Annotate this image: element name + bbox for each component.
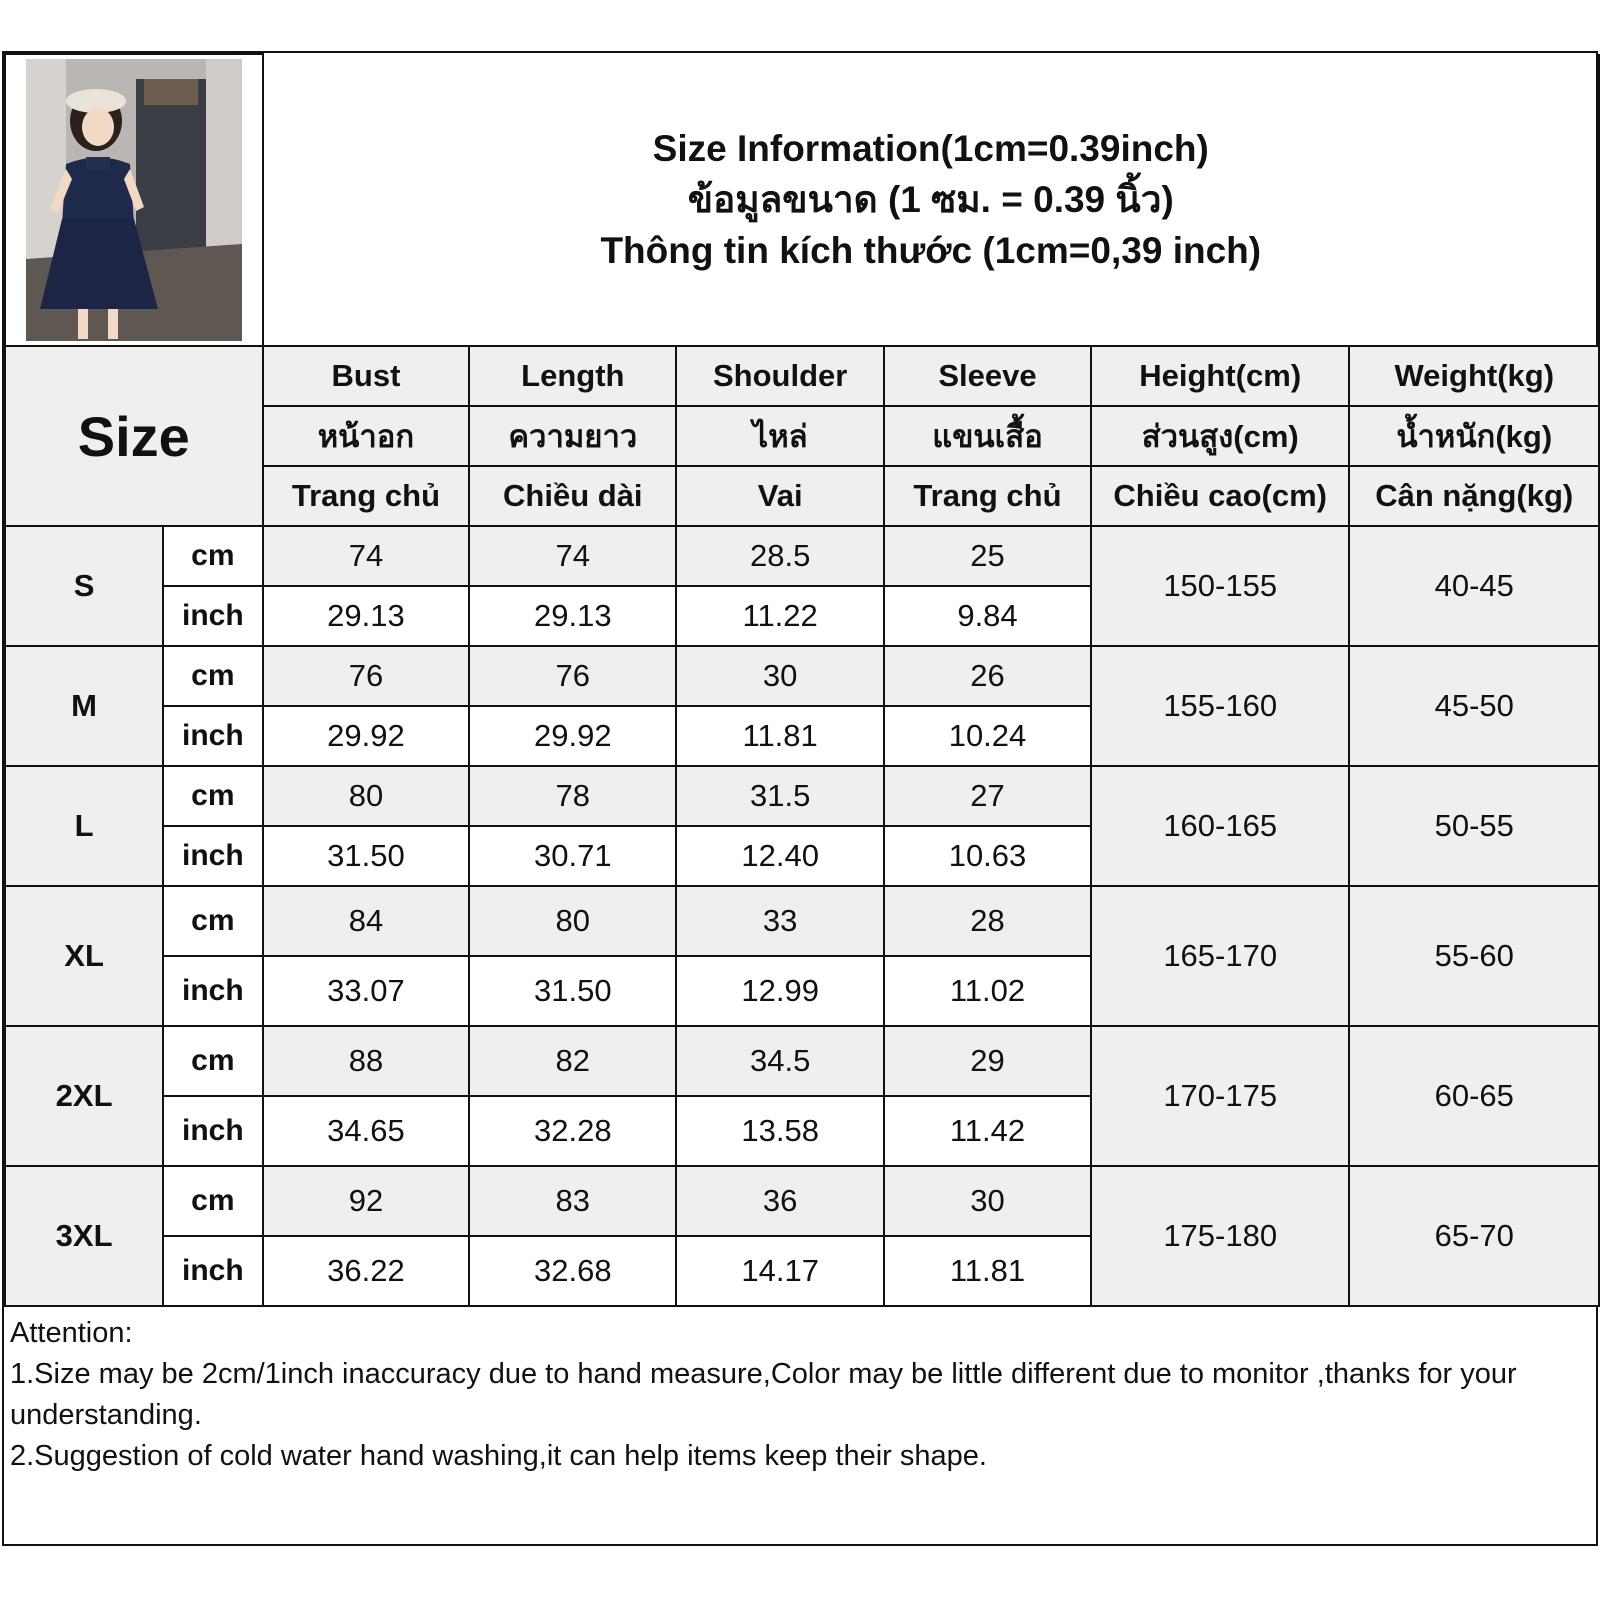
table-row [5,646,1599,706]
title-vietnamese: Thông tin kích thước (1cm=0,39 inch) [600,230,1262,271]
header-sleeve-th: แขนเสื้อ [884,406,1091,466]
sleeve-inch: 11.02 [884,956,1091,1026]
length-inch: 29.13 [469,586,676,646]
length-inch: 31.50 [469,956,676,1026]
length-inch: 32.68 [469,1236,676,1306]
unit-cm: cm [163,1166,262,1236]
bust-inch: 29.92 [263,706,470,766]
bust-inch: 29.13 [263,586,470,646]
unit-cm: cm [163,1026,262,1096]
title-english: Size Information(1cm=0.39inch) [652,128,1209,169]
bust-cm: 92 [263,1166,470,1236]
length-cm: 83 [469,1166,676,1236]
unit-inch: inch [163,1236,262,1306]
length-cm: 80 [469,886,676,956]
sleeve-cm: 25 [884,526,1091,586]
weight-range: 60-65 [1349,1026,1599,1166]
unit-inch: inch [163,1096,262,1166]
length-cm: 76 [469,646,676,706]
unit-cm: cm [163,526,262,586]
shoulder-inch: 11.81 [676,706,884,766]
size-chart [2,51,1598,1546]
size-name: XL [5,886,163,1026]
sleeve-cm: 30 [884,1166,1091,1236]
header-bust-vi: Trang chủ [263,466,470,526]
size-name: L [5,766,163,886]
length-cm: 82 [469,1026,676,1096]
sleeve-cm: 26 [884,646,1091,706]
header-bust-en: Bust [263,346,470,406]
table-row [5,766,1599,826]
height-range: 160-165 [1091,766,1350,886]
shoulder-inch: 14.17 [676,1236,884,1306]
height-range: 150-155 [1091,526,1350,646]
bust-inch: 34.65 [263,1096,470,1166]
length-cm: 78 [469,766,676,826]
height-range: 175-180 [1091,1166,1350,1306]
header-length-vi: Chiều dài [469,466,676,526]
table-row [5,1166,1599,1236]
shoulder-cm: 36 [676,1166,884,1236]
header-sleeve-en: Sleeve [884,346,1091,406]
bust-inch: 33.07 [263,956,470,1026]
unit-inch: inch [163,826,262,886]
weight-range: 50-55 [1349,766,1599,886]
weight-range: 65-70 [1349,1166,1599,1306]
size-name: M [5,646,163,766]
size-name: S [5,526,163,646]
attention-item-1: 1.Size may be 2cm/1inch inaccuracy due to hand measure,Color may be little different due to monitor ,thanks for your understanding. [10,1358,1517,1431]
weight-range: 55-60 [1349,886,1599,1026]
shoulder-inch: 13.58 [676,1096,884,1166]
bust-inch: 31.50 [263,826,470,886]
bust-cm: 80 [263,766,470,826]
table-row [5,526,1599,586]
shoulder-inch: 12.99 [676,956,884,1026]
header-height-en: Height(cm) [1091,346,1350,406]
unit-cm: cm [163,646,262,706]
header-length-th: ความยาว [469,406,676,466]
shoulder-cm: 31.5 [676,766,884,826]
model-photo [26,59,242,341]
height-range: 155-160 [1091,646,1350,766]
bust-cm: 74 [263,526,470,586]
length-cm: 74 [469,526,676,586]
bust-cm: 84 [263,886,470,956]
header-sleeve-vi: Trang chủ [884,466,1091,526]
header-shoulder-th: ไหล่ [676,406,884,466]
length-inch: 29.92 [469,706,676,766]
unit-cm: cm [163,886,262,956]
header-weight-vi: Cân nặng(kg) [1349,466,1599,526]
attention-heading: Attention: [10,1317,133,1349]
shoulder-cm: 33 [676,886,884,956]
sleeve-cm: 29 [884,1026,1091,1096]
unit-inch: inch [163,586,262,646]
sleeve-cm: 28 [884,886,1091,956]
bust-cm: 76 [263,646,470,706]
size-name: 3XL [5,1166,163,1306]
bust-inch: 36.22 [263,1236,470,1306]
size-column-header: Size [5,346,263,526]
product-photo-cell [5,54,263,346]
size-name: 2XL [5,1026,163,1166]
unit-inch: inch [163,956,262,1026]
length-inch: 30.71 [469,826,676,886]
shoulder-cm: 34.5 [676,1026,884,1096]
header-length-en: Length [469,346,676,406]
sleeve-inch: 11.81 [884,1236,1091,1306]
title-cell [263,54,1599,346]
weight-range: 45-50 [1349,646,1599,766]
header-shoulder-en: Shoulder [676,346,884,406]
table-row [5,886,1599,956]
header-weight-en: Weight(kg) [1349,346,1599,406]
sleeve-inch: 9.84 [884,586,1091,646]
bust-cm: 88 [263,1026,470,1096]
unit-inch: inch [163,706,262,766]
attention-item-2: 2.Suggestion of cold water hand washing,it can help items keep their shape. [10,1440,987,1472]
header-height-th: ส่วนสูง(cm) [1091,406,1350,466]
shoulder-cm: 30 [676,646,884,706]
sleeve-inch: 10.63 [884,826,1091,886]
title-thai: ข้อมูลขนาด (1 ซม. = 0.39 นิ้ว) [687,179,1174,220]
size-table [4,53,1600,1307]
weight-range: 40-45 [1349,526,1599,646]
header-shoulder-vi: Vai [676,466,884,526]
sleeve-inch: 11.42 [884,1096,1091,1166]
sleeve-inch: 10.24 [884,706,1091,766]
shoulder-inch: 11.22 [676,586,884,646]
unit-cm: cm [163,766,262,826]
header-weight-th: น้ำหนัก(kg) [1349,406,1599,466]
attention-notes [10,1313,1588,1477]
header-height-vi: Chiều cao(cm) [1091,466,1350,526]
height-range: 170-175 [1091,1026,1350,1166]
shoulder-cm: 28.5 [676,526,884,586]
sleeve-cm: 27 [884,766,1091,826]
length-inch: 32.28 [469,1096,676,1166]
shoulder-inch: 12.40 [676,826,884,886]
header-bust-th: หน้าอก [263,406,470,466]
table-row [5,1026,1599,1096]
height-range: 165-170 [1091,886,1350,1026]
